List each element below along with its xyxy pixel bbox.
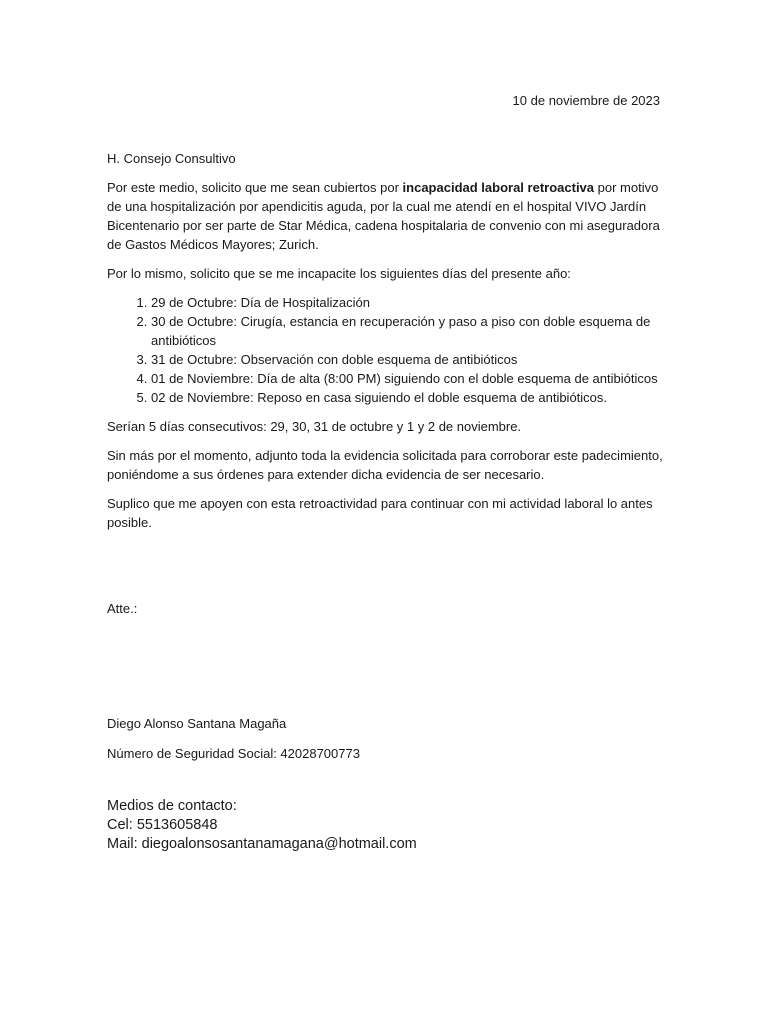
closing-block [107, 599, 663, 618]
letter-body [107, 149, 663, 542]
list-item: 4. 01 de Noviembre: Día de alta (8:00 PM) siguiendo con el doble esquema de antibióticos [151, 369, 663, 388]
signer-name: Diego Alonso Santana Magaña [107, 716, 287, 731]
contact-heading: Medios de contacto: [107, 798, 237, 814]
paragraph-days-intro: Por lo mismo, solicito que se me incapacite los siguientes días del presente año: [107, 266, 571, 281]
paragraph-request [107, 178, 663, 254]
days-list [107, 293, 663, 407]
list-item: 3. 31 de Octubre: Observación con doble esquema de antibióticos [151, 350, 663, 369]
paragraph-evidence: Sin más por el momento, adjunto toda la evidencia solicitada para corroborar este padecimiento, poniéndome a sus órdenes para extender dicha evidencia de ser necesario. [107, 448, 663, 482]
paragraph-plea: Suplico que me apoyen con esta retroactividad para continuar con mi actividad laboral lo antes posible. [107, 496, 653, 530]
addressee: H. Consejo Consultivo [107, 151, 236, 166]
closing: Atte.: [107, 601, 138, 616]
contact-phone: Cel: 5513605848 [107, 817, 218, 833]
social-security-number: Número de Seguridad Social: 42028700773 [107, 746, 360, 761]
contact-email: Mail: diegoalonsosantanamagana@hotmail.com [107, 836, 417, 852]
list-item: 5. 02 de Noviembre: Reposo en casa siguiendo el doble esquema de antibióticos. [151, 388, 663, 407]
list-item: 2. 30 de Octubre: Cirugía, estancia en recuperación y paso a piso con doble esquema de antibióticos [151, 312, 663, 350]
letter-date: 10 de noviembre de 2023 [512, 93, 660, 108]
paragraph-request-start: Por este medio, solicito que me sean cubiertos por [107, 180, 403, 195]
paragraph-request-bold: incapacidad laboral retroactiva [402, 180, 595, 195]
paragraph-request-end: por motivo de una hospitalización por apendicitis aguda, por la cual me atendí en el hospital VIVO Jardín Bicentenario por ser parte de Star Médica, cadena hospitalaria de convenio con mi aseguradora de Gastos Médicos Mayores; Zurich. [107, 180, 660, 252]
paragraph-summary: Serían 5 días consecutivos: 29, 30, 31 de octubre y 1 y 2 de noviembre. [107, 419, 522, 434]
contact-block [107, 797, 417, 854]
list-item: 1. 29 de Octubre: Día de Hospitalización [151, 293, 663, 312]
